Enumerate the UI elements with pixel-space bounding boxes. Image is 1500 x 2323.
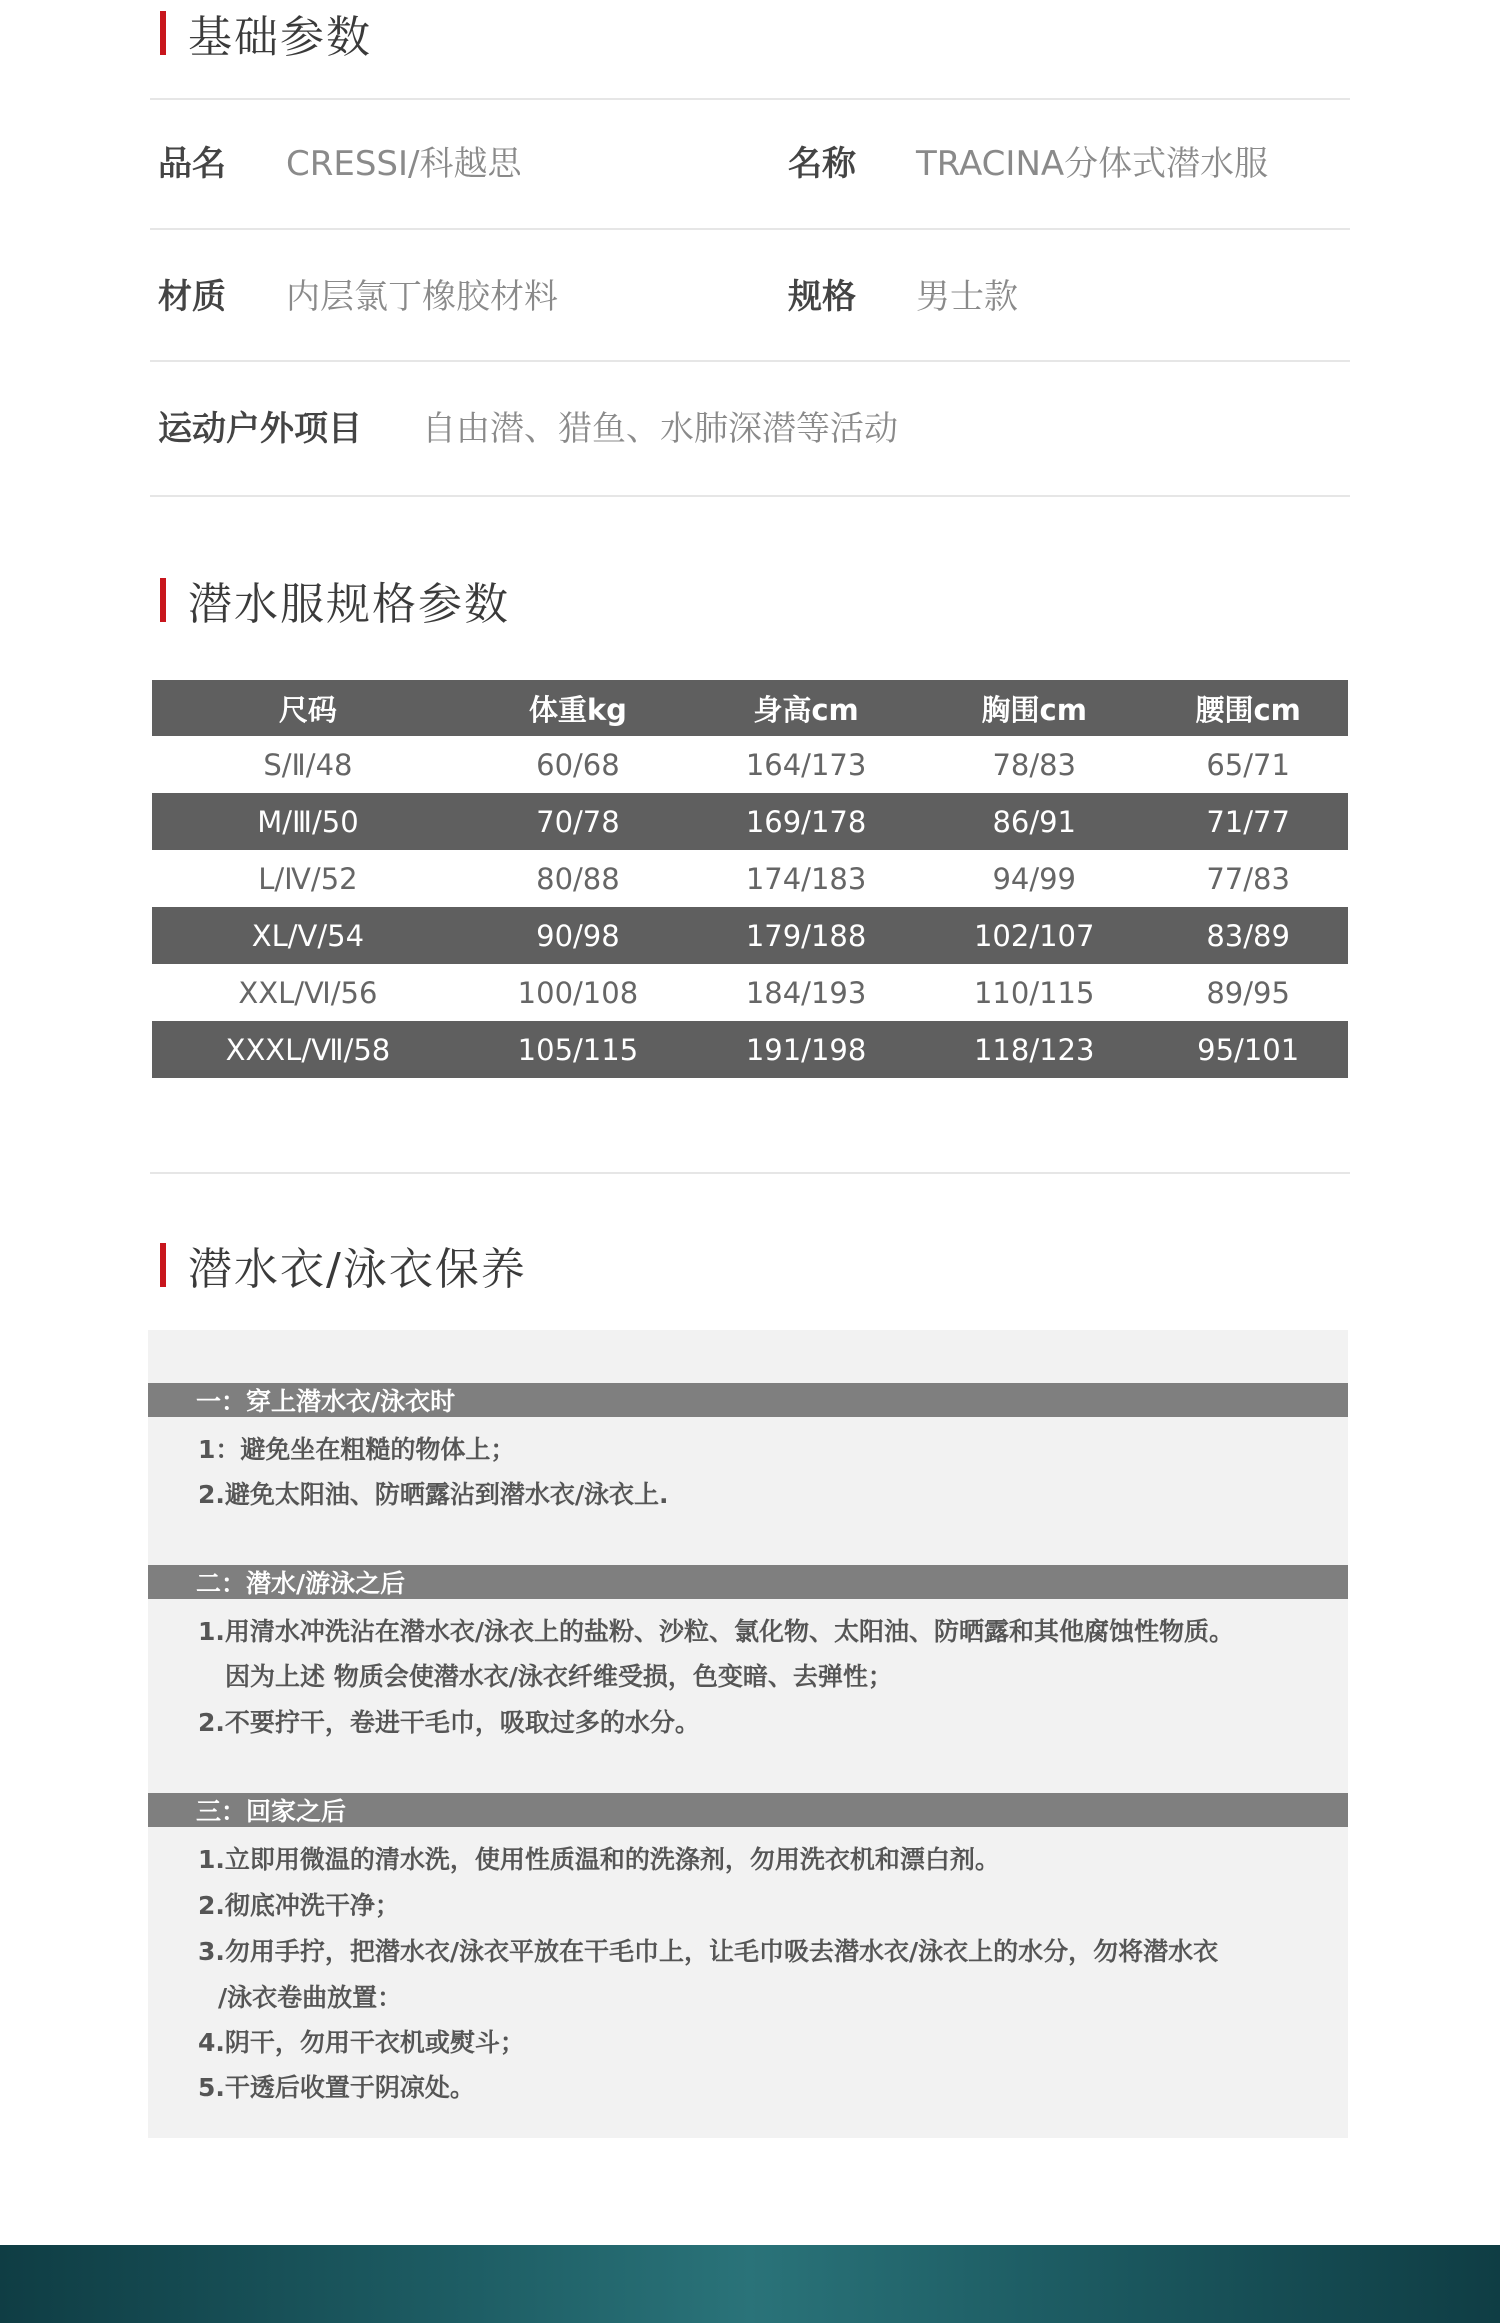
- column-header: 身高cm: [692, 680, 920, 736]
- table-cell: M/Ⅲ/50: [152, 793, 464, 850]
- care-line: 2.不要拧干，卷进干毛巾，吸取过多的水分。: [198, 1708, 700, 1737]
- table-cell: 118/123: [920, 1021, 1148, 1078]
- divider: [150, 495, 1350, 497]
- section-title-basic: [160, 8, 372, 63]
- section-title-size: [160, 575, 510, 630]
- param-label: 品名: [158, 143, 226, 184]
- param-name: [788, 135, 1268, 185]
- table-cell: 78/83: [920, 736, 1148, 793]
- param-label: 材质: [158, 276, 226, 317]
- care-line: 2.避免太阳油、防晒露沾到潜水衣/泳衣上.: [198, 1480, 669, 1509]
- divider: [150, 360, 1350, 362]
- care-heading: 三：回家之后: [148, 1793, 1348, 1827]
- table-row: [152, 964, 1348, 1021]
- table-cell: 89/95: [1148, 964, 1348, 1021]
- size-table: [152, 680, 1348, 1078]
- param-label: 运动户外项目: [158, 408, 362, 449]
- footer-banner: [0, 2245, 1500, 2323]
- care-line: 1.用清水冲洗沾在潜水衣/泳衣上的盐粉、沙粒、氯化物、太阳油、防晒露和其他腐蚀性物质。: [198, 1617, 1235, 1646]
- title-accent-bar: [160, 578, 166, 622]
- table-cell: 90/98: [464, 907, 692, 964]
- table-cell: 80/88: [464, 850, 692, 907]
- table-cell: 100/108: [464, 964, 692, 1021]
- section-title-care: [160, 1240, 527, 1295]
- care-line: 3.勿用手拧，把潜水衣/泳衣平放在干毛巾上，让毛巾吸去潜水衣/泳衣上的水分，勿将潜水衣: [198, 1937, 1219, 1966]
- table-cell: 83/89: [1148, 907, 1348, 964]
- table-cell: XXL/Ⅵ/56: [152, 964, 464, 1021]
- column-header: 腰围cm: [1148, 680, 1348, 736]
- param-value: 男士款: [916, 276, 1018, 317]
- section-title-text: 潜水衣/泳衣保养: [188, 1244, 527, 1295]
- param-spec: [788, 268, 1018, 318]
- section-title-text: 基础参数: [188, 12, 372, 63]
- care-line: 4.阴干，勿用干衣机或熨斗；: [198, 2028, 525, 2057]
- care-line: 因为上述 物质会使潜水衣/泳衣纤维受损，色变暗、去弹性；: [225, 1662, 893, 1691]
- care-line: /泳衣卷曲放置：: [218, 1983, 403, 2012]
- param-value: CRESSI/科越思: [286, 143, 522, 184]
- table-header-row: [152, 680, 1348, 736]
- table-row: [152, 850, 1348, 907]
- table-cell: 71/77: [1148, 793, 1348, 850]
- table-cell: 174/183: [692, 850, 920, 907]
- param-brand: [158, 135, 522, 185]
- param-label: 名称: [788, 143, 856, 184]
- divider: [150, 98, 1350, 100]
- care-line: 1：避免坐在粗糙的物体上；: [198, 1435, 516, 1464]
- care-heading: 二：潜水/游泳之后: [148, 1565, 1348, 1599]
- table-cell: 179/188: [692, 907, 920, 964]
- table-cell: 77/83: [1148, 850, 1348, 907]
- param-sport: [158, 400, 898, 450]
- divider: [150, 1172, 1350, 1174]
- table-row: [152, 736, 1348, 793]
- column-header: 胸围cm: [920, 680, 1148, 736]
- param-material: [158, 268, 558, 318]
- care-line: 2.彻底冲洗干净；: [198, 1891, 400, 1920]
- table-cell: 164/173: [692, 736, 920, 793]
- param-label: 规格: [788, 276, 856, 317]
- table-cell: 95/101: [1148, 1021, 1348, 1078]
- table-cell: 102/107: [920, 907, 1148, 964]
- column-header: 尺码: [152, 680, 464, 736]
- table-cell: S/Ⅱ/48: [152, 736, 464, 793]
- table-cell: 169/178: [692, 793, 920, 850]
- table-cell: XXXL/Ⅶ/58: [152, 1021, 464, 1078]
- table-cell: 60/68: [464, 736, 692, 793]
- table-cell: 105/115: [464, 1021, 692, 1078]
- param-value: TRACINA分体式潜水服: [916, 143, 1269, 184]
- param-value: 自由潜、猎鱼、水肺深潜等活动: [422, 408, 898, 449]
- care-line: 5.干透后收置于阴凉处。: [198, 2073, 475, 2102]
- title-accent-bar: [160, 1243, 166, 1287]
- table-row: [152, 907, 1348, 964]
- table-cell: L/Ⅳ/52: [152, 850, 464, 907]
- table-row: [152, 1021, 1348, 1078]
- care-heading: 一：穿上潜水衣/泳衣时: [148, 1383, 1348, 1417]
- divider: [150, 228, 1350, 230]
- care-line: 1.立即用微温的清水洗，使用性质温和的洗涤剂，勿用洗衣机和漂白剂。: [198, 1845, 1000, 1874]
- table-cell: 184/193: [692, 964, 920, 1021]
- table-cell: 70/78: [464, 793, 692, 850]
- table-cell: 86/91: [920, 793, 1148, 850]
- table-cell: 94/99: [920, 850, 1148, 907]
- table-cell: XL/Ⅴ/54: [152, 907, 464, 964]
- title-accent-bar: [160, 11, 166, 55]
- param-value: 内层氯丁橡胶材料: [286, 276, 558, 317]
- table-row: [152, 793, 1348, 850]
- table-cell: 110/115: [920, 964, 1148, 1021]
- table-cell: 191/198: [692, 1021, 920, 1078]
- section-title-text: 潜水服规格参数: [188, 579, 510, 630]
- column-header: 体重kg: [464, 680, 692, 736]
- table-cell: 65/71: [1148, 736, 1348, 793]
